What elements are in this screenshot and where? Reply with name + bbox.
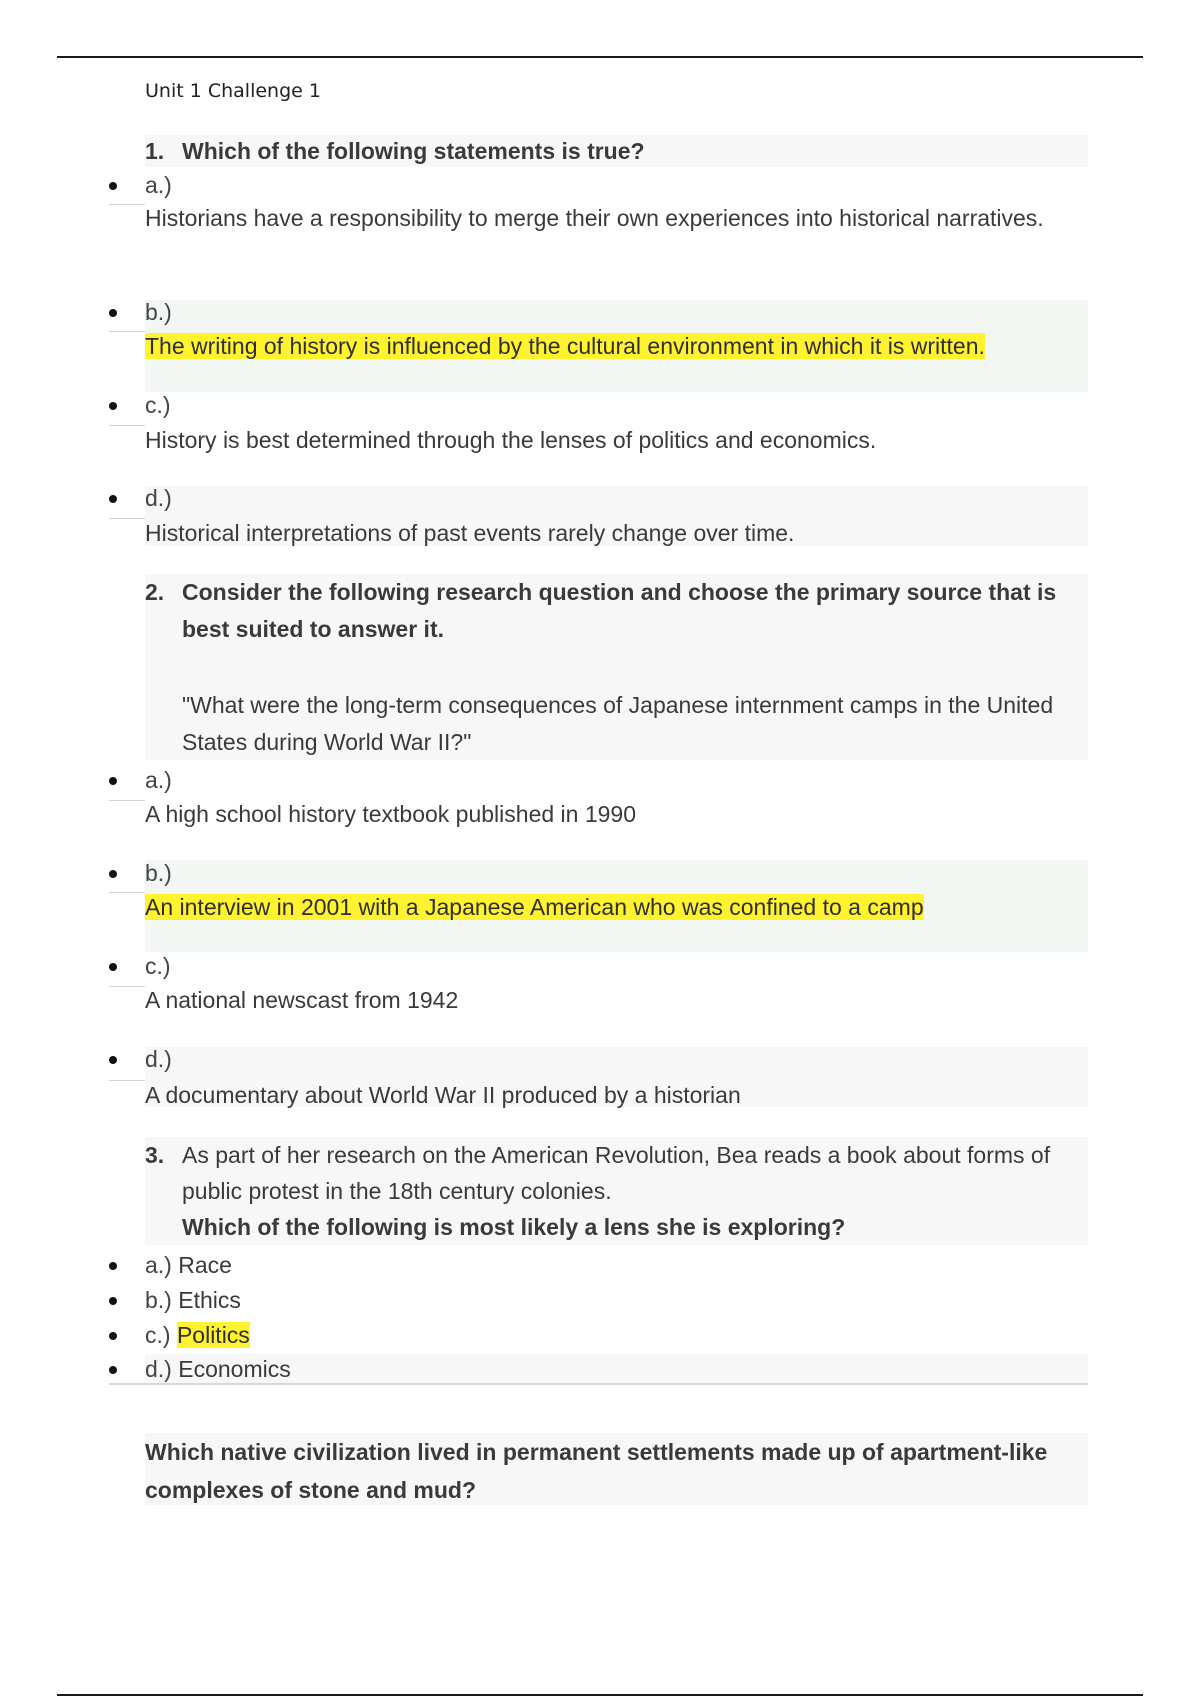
option-letter: a.)	[145, 1252, 172, 1278]
question-number: 1.	[145, 138, 165, 164]
bullet-icon	[109, 495, 117, 503]
bullet-icon	[109, 1056, 117, 1064]
bullet-icon	[109, 1332, 117, 1340]
option-divider	[109, 800, 145, 801]
option-item	[145, 1320, 250, 1350]
question-1-block	[145, 135, 1088, 167]
option-text: Historians have a responsibility to merge their own experiences into historical narratives.	[145, 205, 1044, 231]
bullet-icon	[109, 1366, 117, 1374]
question-text: Which of the following is most likely a lens she is exploring?	[182, 1214, 846, 1240]
option-text: A documentary about World War II produced by a historian	[145, 1082, 741, 1108]
option-letter: d.)	[145, 1046, 172, 1072]
option-letter: c.)	[145, 1322, 171, 1348]
question-text: Which of the following statements is true?	[182, 138, 645, 164]
section-divider	[109, 1383, 1088, 1385]
research-question-quote: "What were the long-term consequences of Japanese internment camps in the United States during World War II?"	[182, 692, 1054, 755]
option-letter: c.)	[145, 953, 171, 979]
option-text: Historical interpretations of past events rarely change over time.	[145, 520, 795, 546]
option-letter: d.)	[145, 1356, 172, 1382]
option-letter: a.)	[145, 767, 172, 793]
option-letter: a.)	[145, 172, 172, 198]
bullet-icon	[109, 777, 117, 785]
correct-answer	[145, 890, 1045, 924]
option-divider	[109, 986, 145, 987]
correct-answer	[145, 329, 1045, 363]
option-item	[145, 1250, 232, 1280]
option-text: A national newscast from 1942	[145, 987, 459, 1013]
option-divider	[109, 425, 145, 426]
question-intro: As part of her research on the American Revolution, Bea reads a book about forms of public protest in the 18th century colonies.	[182, 1142, 1051, 1204]
bullet-icon	[109, 870, 117, 878]
option-letter: c.)	[145, 392, 171, 418]
bullet-icon	[109, 309, 117, 317]
option-divider	[109, 518, 145, 519]
bullet-icon	[109, 402, 117, 410]
option-text: Economics	[178, 1356, 291, 1382]
question-number: 3.	[145, 1142, 165, 1168]
question-2-block	[145, 574, 1088, 760]
option-item	[145, 1354, 291, 1384]
option-divider	[109, 892, 145, 893]
top-rule	[57, 56, 1143, 58]
question-text: Which native civilization lived in permanent settlements made up of apartment-like complexes of stone and mud?	[145, 1439, 1048, 1503]
highlighted-answer: The writing of history is influenced by the cultural environment in which it is written.	[145, 333, 985, 359]
highlighted-answer: An interview in 2001 with a Japanese American who was confined to a camp	[145, 894, 924, 920]
option-letter: b.)	[145, 299, 172, 325]
option-letter: b.)	[145, 860, 172, 886]
question-4-block	[145, 1433, 1088, 1505]
question-number: 2.	[145, 579, 165, 605]
option-text: History is best determined through the lenses of politics and economics.	[145, 427, 877, 453]
option-divider	[109, 204, 145, 205]
option-item	[145, 1285, 241, 1315]
bullet-icon	[109, 1262, 117, 1270]
question-text: Consider the following research question and choose the primary source that is best suited to answer it.	[182, 579, 1057, 642]
bullet-icon	[109, 182, 117, 190]
question-3-block	[145, 1137, 1088, 1245]
option-divider	[109, 1080, 145, 1081]
option-text: Race	[178, 1252, 232, 1278]
option-letter: b.)	[145, 1287, 172, 1313]
bottom-rule	[57, 1694, 1143, 1696]
highlighted-answer: Politics	[176, 1322, 250, 1348]
page-title: Unit 1 Challenge 1	[145, 80, 321, 102]
option-letter: d.)	[145, 485, 172, 511]
option-text: A high school history textbook published in 1990	[145, 801, 636, 827]
option-text: Ethics	[178, 1287, 241, 1313]
bullet-icon	[109, 963, 117, 971]
option-divider	[109, 331, 145, 332]
bullet-icon	[109, 1297, 117, 1305]
